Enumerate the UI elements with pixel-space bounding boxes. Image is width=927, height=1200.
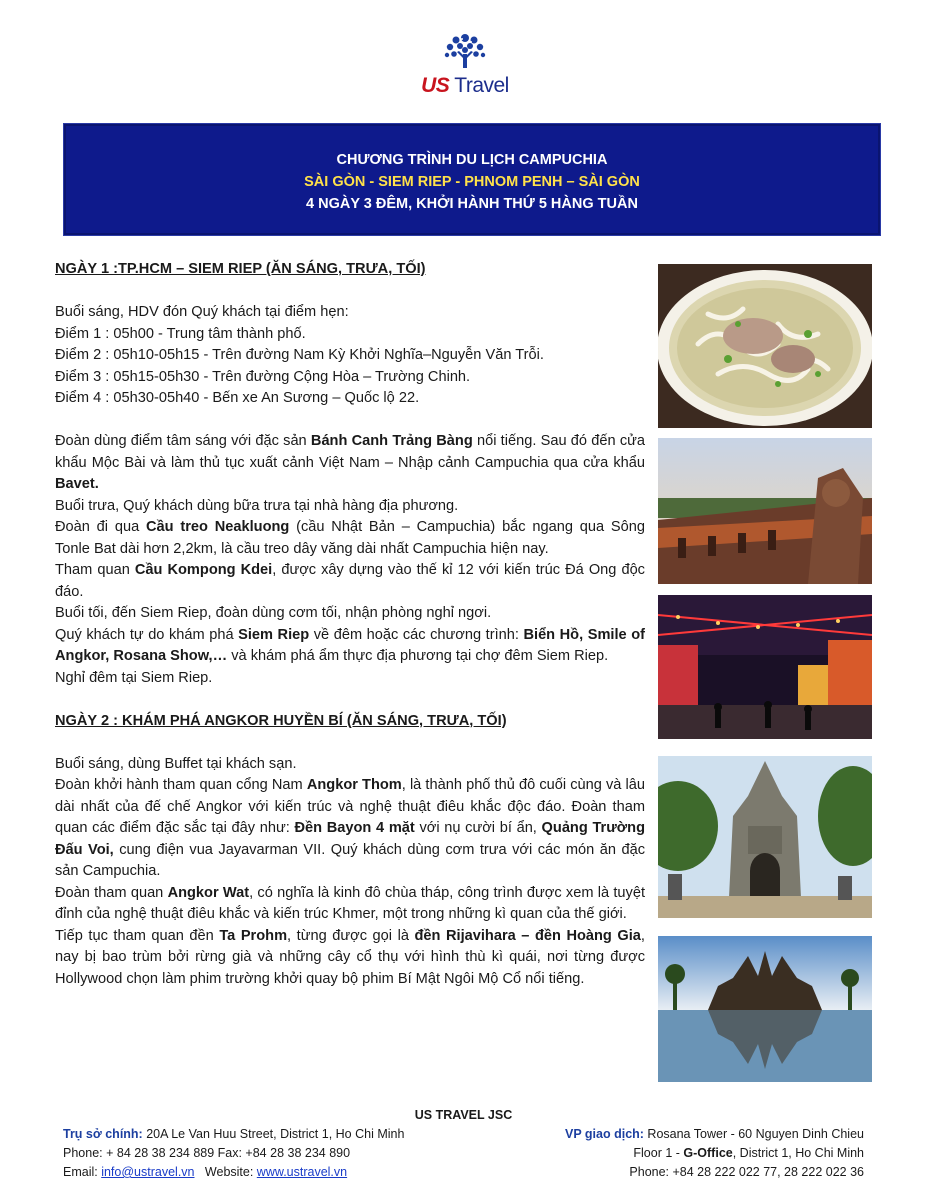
day1-paragraph: Nghỉ đêm tại Siem Riep. <box>55 669 213 686</box>
head-office-info: Trụ sở chính: 20A Le Van Huu Street, District 1, Ho Chi Minh Phone: + 84 28 38 234 889 Fax: +84 28 38 234 890 Email: info@ustravel.vn Website: www.ustravel.vn <box>63 1127 405 1179</box>
day2-paragraph: Buổi sáng, dùng Buffet tại khách sạn. <box>55 755 297 772</box>
day1-paragraph: Đoàn đi qua Cầu treo Neakluong (cầu Nhật Bản – Campuchia) bắc ngang qua Sông Tonle Bat dài hơn 2,2km, là cầu treo dây văng dài nhất Campuchia hiện nay. <box>55 519 645 557</box>
tree-logo-icon <box>440 30 490 74</box>
pub-street-photo <box>658 595 872 739</box>
day2-paragraph: Tiếp tục tham quan đền Ta Prohm, từng được gọi là đền Rijavihara – đền Hoàng Gia, nay bị bao trùm bởi rừng già và những cây cổ thụ với hình thù kì quái, nơi từng được Hollywood chọn làm phim trường khởi quay bộ phim Bí Mật Ngôi Mộ Cổ nổi tiếng. <box>55 927 645 987</box>
day2-paragraph: Đoàn khởi hành tham quan cổng Nam Angkor Thom, là thành phố thủ đô cuối cùng và lâu dài nhất của đế chế Angkor với kiến trúc và nghệ thuật điêu khắc độc đáo. Đoàn tham quan các điểm đặc sắc tại đây như: Đền Bayon 4 mặt với nụ cười bí ẩn, Quảng Trường Đấu Voi, cung điện vua Jayavarman VII. Quý khách dùng cơm trưa với các món ăn đặc sản Campuchia. <box>55 777 645 879</box>
head-office-label: Trụ sở chính: <box>63 1127 143 1141</box>
angkor-wat-photo <box>658 936 872 1082</box>
office-address: Rosana Tower - 60 Nguyen Dinh Chieu <box>643 1127 864 1141</box>
day1-paragraph: Quý khách tự do khám phá Siem Riep về đêm hoặc các chương trình: Biển Hồ, Smile of Angkor, Rosana Show,… và khám phá ẩm thực địa phương tại chợ đêm Siem Riep. <box>55 626 645 664</box>
program-banner <box>63 123 881 236</box>
logo-us-text: US <box>421 74 450 97</box>
banner-duration: 4 NGÀY 3 ĐÊM, KHỞI HÀNH THỨ 5 HÀNG TUẦN <box>306 196 638 212</box>
company-footer <box>0 1106 927 1179</box>
day2-paragraph: Đoàn tham quan Angkor Wat, có nghĩa là kinh đô chùa tháp, công trình được xem là tuyệt đỉnh của nghệ thuật điêu khắc và kiến trúc Khmer, một trong những kì quan của thế giới. <box>55 884 645 922</box>
day1-title: NGÀY 1 :TP.HCM – SIEM RIEP (ĂN SÁNG, TRƯA, TỐI) <box>55 261 426 277</box>
office-floor: Floor 1 - G-Office, District 1, Ho Chi Minh <box>633 1146 864 1160</box>
day1-paragraph: Buổi tối, đến Siem Riep, đoàn dùng cơm tối, nhận phòng nghỉ ngơi. <box>55 605 492 621</box>
bridge-photo <box>658 438 872 584</box>
email-link[interactable]: info@ustravel.vn <box>101 1165 195 1179</box>
head-office-address: 20A Le Van Huu Street, District 1, Ho Chi Minh <box>142 1127 405 1141</box>
logo-travel-text: Travel <box>454 74 509 97</box>
pickup-point: Điểm 2 : 05h10-05h15 - Trên đường Nam Kỳ Khởi Nghĩa–Nguyễn Văn Trỗi. <box>55 347 544 363</box>
office-phone: Phone: +84 28 222 022 77, 28 222 022 36 <box>629 1165 864 1179</box>
banner-route: SÀI GÒN - SIEM RIEP - PHNOM PENH – SÀI GÒN <box>304 174 640 190</box>
angkor-thom-gate-photo <box>658 756 872 918</box>
office-label: VP giao dịch: <box>565 1127 644 1141</box>
pickup-point: Điểm 3 : 05h15-05h30 - Trên đường Cộng Hòa – Trường Chinh. <box>55 368 471 385</box>
phone-fax: Phone: + 84 28 38 234 889 Fax: +84 28 38 234 890 <box>63 1146 351 1160</box>
transaction-office-info <box>565 1125 864 1182</box>
day2-title: NGÀY 2 : KHÁM PHÁ ANGKOR HUYỀN BÍ (ĂN SÁNG, TRƯA, TỐI) <box>55 712 507 729</box>
itinerary-content <box>55 259 645 990</box>
day1-intro: Buổi sáng, HDV đón Quý khách tại điểm hẹn: <box>55 304 349 320</box>
banner-title: CHƯƠNG TRÌNH DU LỊCH CAMPUCHIA <box>336 152 608 168</box>
pickup-point: Điểm 1 : 05h00 - Trung tâm thành phố. <box>55 325 306 342</box>
company-name: US TRAVEL JSC <box>414 1108 513 1122</box>
day1-paragraph: Buổi trưa, Quý khách dùng bữa trưa tại nhà hàng địa phương. <box>55 497 459 514</box>
noodle-soup-photo <box>658 264 872 428</box>
us-travel-logo <box>415 30 515 100</box>
day1-paragraph: Tham quan Cầu Kompong Kdei, được xây dựng vào thế kỉ 12 với kiến trúc Đá Ong độc đáo. <box>55 562 645 600</box>
pickup-point: Điểm 4 : 05h30-05h40 - Bến xe An Sương – Quốc lộ 22. <box>55 390 420 406</box>
logo-wordmark <box>415 74 515 98</box>
website-link[interactable]: www.ustravel.vn <box>256 1165 348 1179</box>
day1-paragraph: Đoàn dùng điểm tâm sáng với đặc sản Bánh Canh Trảng Bàng nổi tiếng. Sau đó đến cửa khẩu Mộc Bài và làm thủ tục xuất cảnh Việt Nam – Nhập cảnh Campuchia qua cửa khẩu Bavet. <box>55 433 645 492</box>
